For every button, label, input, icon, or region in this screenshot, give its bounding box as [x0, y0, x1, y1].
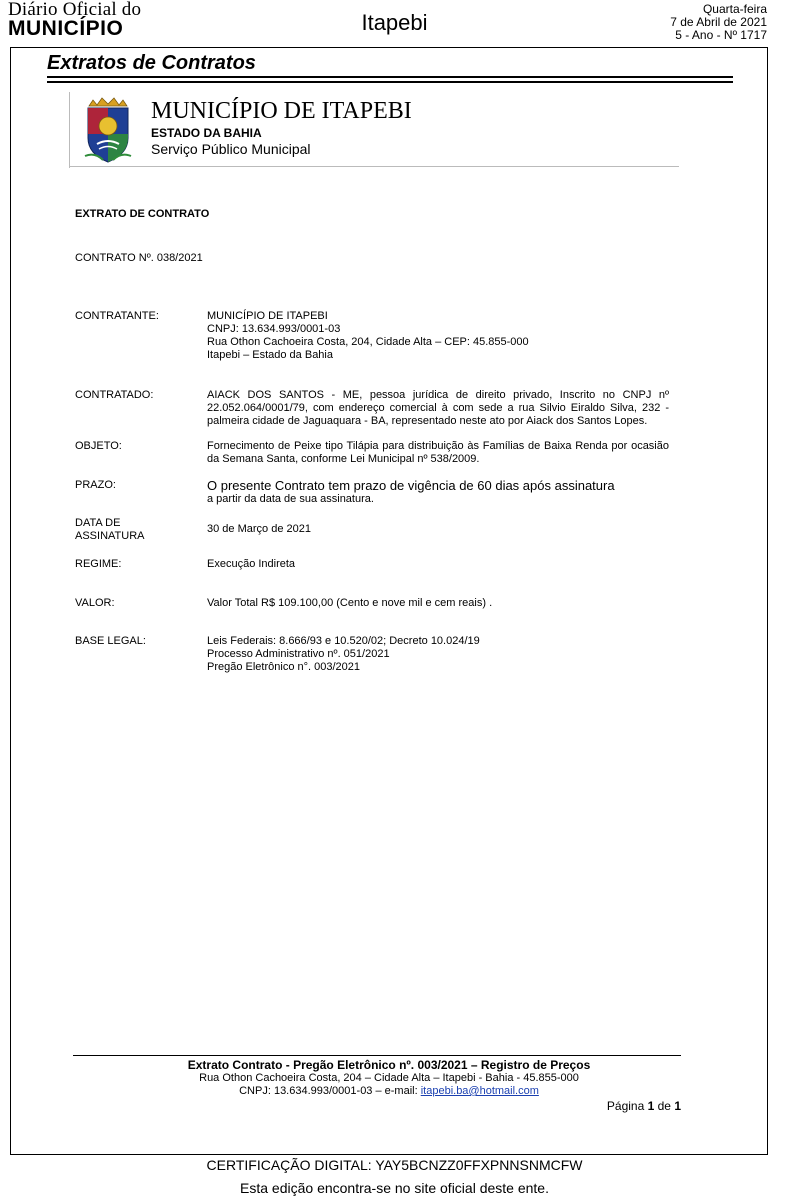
digital-certification: CERTIFICAÇÃO DIGITAL: YAY5BCNZZ0FFXPNNSNMCFW	[206, 1157, 583, 1173]
base-legal-line: Leis Federais: 8.666/93 e 10.520/02; Decreto 10.024/19	[207, 635, 480, 647]
document-heading: EXTRATO DE CONTRATO	[75, 208, 210, 220]
valor-value: Valor Total R$ 109.100,00 (Cento e nove mil e cem reais) .	[207, 597, 493, 609]
logo-line-2: MUNICÍPIO	[8, 17, 124, 40]
edition-number: 5 - Ano - Nº 1717	[675, 28, 767, 42]
data-assinatura-label	[75, 517, 195, 543]
letterhead-rule	[69, 166, 679, 167]
data-assinatura-value: 30 de Março de 2021	[207, 523, 311, 535]
base-legal-label: BASE LEGAL:	[75, 635, 146, 647]
contratado-value: AIACK DOS SANTOS - ME, pessoa jurídica de direito privado, Inscrito no CNPJ nº 22.052.064/0001/79, com endereço comercial à com sede a rua Silvio Eiraldo Silva, 232 - palmeira cidade de Jaguaquara - BA, representado neste ato por Aiack dos Santos Lopes.	[207, 389, 669, 427]
page-prefix: Página	[606, 1099, 648, 1113]
page-current: 1	[647, 1099, 655, 1113]
contratante-line: Rua Othon Cachoeira Costa, 204, Cidade Alta – CEP: 45.855-000	[207, 336, 529, 348]
city-name: Itapebi	[361, 10, 428, 35]
base-legal-line: Pregão Eletrônico n°. 003/2021	[207, 661, 361, 673]
prazo-line-2: a partir da data de sua assinatura.	[207, 493, 374, 505]
regime-value: Execução Indireta	[207, 558, 296, 570]
base-legal-line: Processo Administrativo nº. 051/2021	[207, 648, 390, 660]
footer-rule	[73, 1055, 681, 1056]
letterhead-title: MUNICÍPIO DE ITAPEBI	[151, 98, 412, 124]
email-link[interactable]: itapebi.ba@hotmail.com	[420, 1085, 539, 1097]
page-number	[607, 1099, 681, 1113]
contract-number: CONTRATO Nº. 038/2021	[75, 252, 203, 264]
data-label-line-2: ASSINATURA	[75, 530, 145, 542]
title-rule-bottom	[47, 81, 733, 83]
page-frame	[10, 47, 768, 1155]
footer-contact	[11, 1085, 767, 1097]
contratante-line: Itapebi – Estado da Bahia	[207, 349, 333, 361]
edition-info	[670, 3, 767, 42]
regime-label: REGIME:	[75, 558, 122, 570]
contratante-line: MUNICÍPIO DE ITAPEBI	[207, 310, 328, 322]
contratante-value	[207, 310, 669, 362]
contratante-line: CNPJ: 13.634.993/0001-03	[207, 323, 341, 335]
objeto-label: OBJETO:	[75, 440, 122, 452]
publication-date: 7 de Abril de 2021	[670, 15, 767, 29]
footer-address: Rua Othon Cachoeira Costa, 204 – Cidade Alta – Itapebi - Bahia - 45.855-000	[199, 1072, 579, 1084]
letterhead-state: ESTADO DA BAHIA	[151, 126, 262, 140]
prazo-value	[207, 479, 669, 506]
coat-of-arms-icon	[83, 96, 133, 166]
letterhead-divider	[69, 92, 70, 168]
logo-line-1: Diário Oficial do	[8, 0, 142, 20]
prazo-line-1: O presente Contrato tem prazo de vigência de 60 dias após assinatura	[207, 478, 615, 493]
title-rule-top	[47, 76, 733, 78]
valor-label: VALOR:	[75, 597, 115, 609]
data-label-line-1: DATA DE	[75, 517, 121, 529]
prazo-label: PRAZO:	[75, 479, 116, 491]
footer-title: Extrato Contrato - Pregão Eletrônico nº. 003/2021 – Registro de Preços	[187, 1058, 591, 1072]
footer-cnpj: CNPJ: 13.634.993/0001-03 – e-mail:	[239, 1085, 421, 1097]
section-title: Extratos de Contratos	[47, 52, 256, 74]
base-legal-value	[207, 635, 669, 674]
weekday: Quarta-feira	[702, 2, 767, 16]
edition-note: Esta edição encontra-se no site oficial deste ente.	[240, 1180, 549, 1196]
letterhead-service: Serviço Público Municipal	[151, 141, 311, 157]
contratante-label: CONTRATANTE:	[75, 310, 159, 322]
contratado-label: CONTRATADO:	[75, 389, 154, 401]
objeto-value: Fornecimento de Peixe tipo Tilápia para distribuição às Famílias de Baixa Renda por ocasião da Semana Santa, conforme Lei Municipal nº 538/2009.	[207, 440, 669, 465]
page-mid: de	[654, 1099, 675, 1113]
letterhead	[69, 92, 679, 168]
page-total: 1	[674, 1099, 681, 1113]
